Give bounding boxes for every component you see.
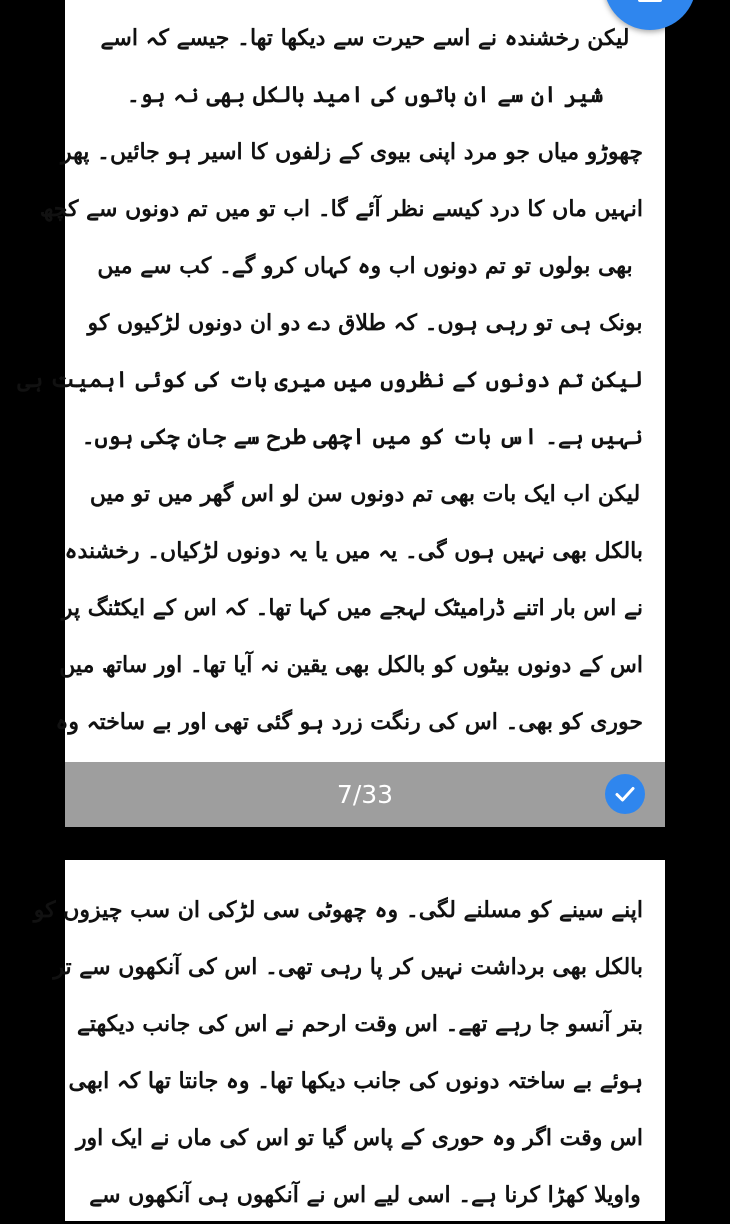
text-line: بالکل بھی نہیں ہوں گی۔ یہ میں یا یہ دونوں لڑکیاں۔ رخشندہ [64,538,643,564]
page-text [33,860,665,1224]
text-line: حوری کو بھی۔ اس کی رنگت زرد ہو گئی تھی اور بے ساختہ وہ [55,709,643,735]
page-8 [33,860,665,1221]
text-line: لیکن رخشندہ نے اسے حیرت سے دیکھا تھا۔ جیسے کہ اسے [100,25,630,51]
page-counter: 7/33 [336,780,394,809]
text-line: اس وقت اگر وہ حوری کے پاس گیا تو اس کی ماں نے ایک اور [75,1125,643,1151]
text-line: نے اس بار اتنے ڈرامیٹک لہجے میں کہا تھا۔ کہ اس کے ایکٹنگ پر [61,595,643,621]
checkmark-icon [613,782,637,806]
text-line: بتر آنسو جا رہے تھے۔ اس وقت ارحم نے اس کی جانب دیکھتے [76,1011,643,1037]
text-line: لیکن اب ایک بات بھی تم دونوں سن لو اس گھر میں تو میں [89,481,641,507]
page-footer-bar [65,762,665,827]
text-line: انہیں ماں کا درد کیسے نظر آئے گا۔ اب تو میں تم دونوں سے کچھ [39,196,643,222]
text-line: ہوئے بے ساختہ دونوں کی جانب دیکھا تھا۔ وہ جانتا تھا کہ ابھی [68,1068,643,1094]
text-line: چھوڑو میاں جو مرد اپنی بیوی کے زلفوں کا اسیر ہو جائیں۔ پھر [61,139,643,165]
check-circle-icon[interactable] [605,774,645,814]
menu-icon [638,0,662,2]
text-line: شیر ان سے ان باتوں کی امید بالکل بھی نہ ہو۔ [126,82,604,108]
text-line: واویلا کھڑا کرنا ہے۔ اسی لیے اس نے آنکھوں ہی آنکھوں سے [89,1182,641,1208]
text-line: بھی بولوں تو تم دونوں اب وہ کہاں کرو گے۔ کب سے میں [97,253,633,279]
text-line: نہیں ہے۔ اس بات کو میں اچھی طرح سے جان چکی ہوں۔ [81,424,643,450]
text-line: اس کے دونوں بیٹوں کو بالکل بھی یقین نہ آیا تھا۔ اور ساتھ میں [59,652,643,678]
text-line: اپنے سینے کو مسلنے لگی۔ وہ چھوٹی سی لڑکی ان سب چیزوں کو [33,897,643,923]
text-line: بونک ہی تو رہی ہوں۔ کہ طلاق دے دو ان دونوں لڑکیوں کو [87,310,643,336]
page-text [17,0,665,751]
text-line: لیکن تم دونوں کے نظروں میں میری بات کی کوئی اہمیت ہی [17,367,643,393]
page-7 [17,0,665,762]
text-line: بالکل بھی برداشت نہیں کر پا رہی تھی۔ اس کی آنکھوں سے تر [53,954,643,980]
